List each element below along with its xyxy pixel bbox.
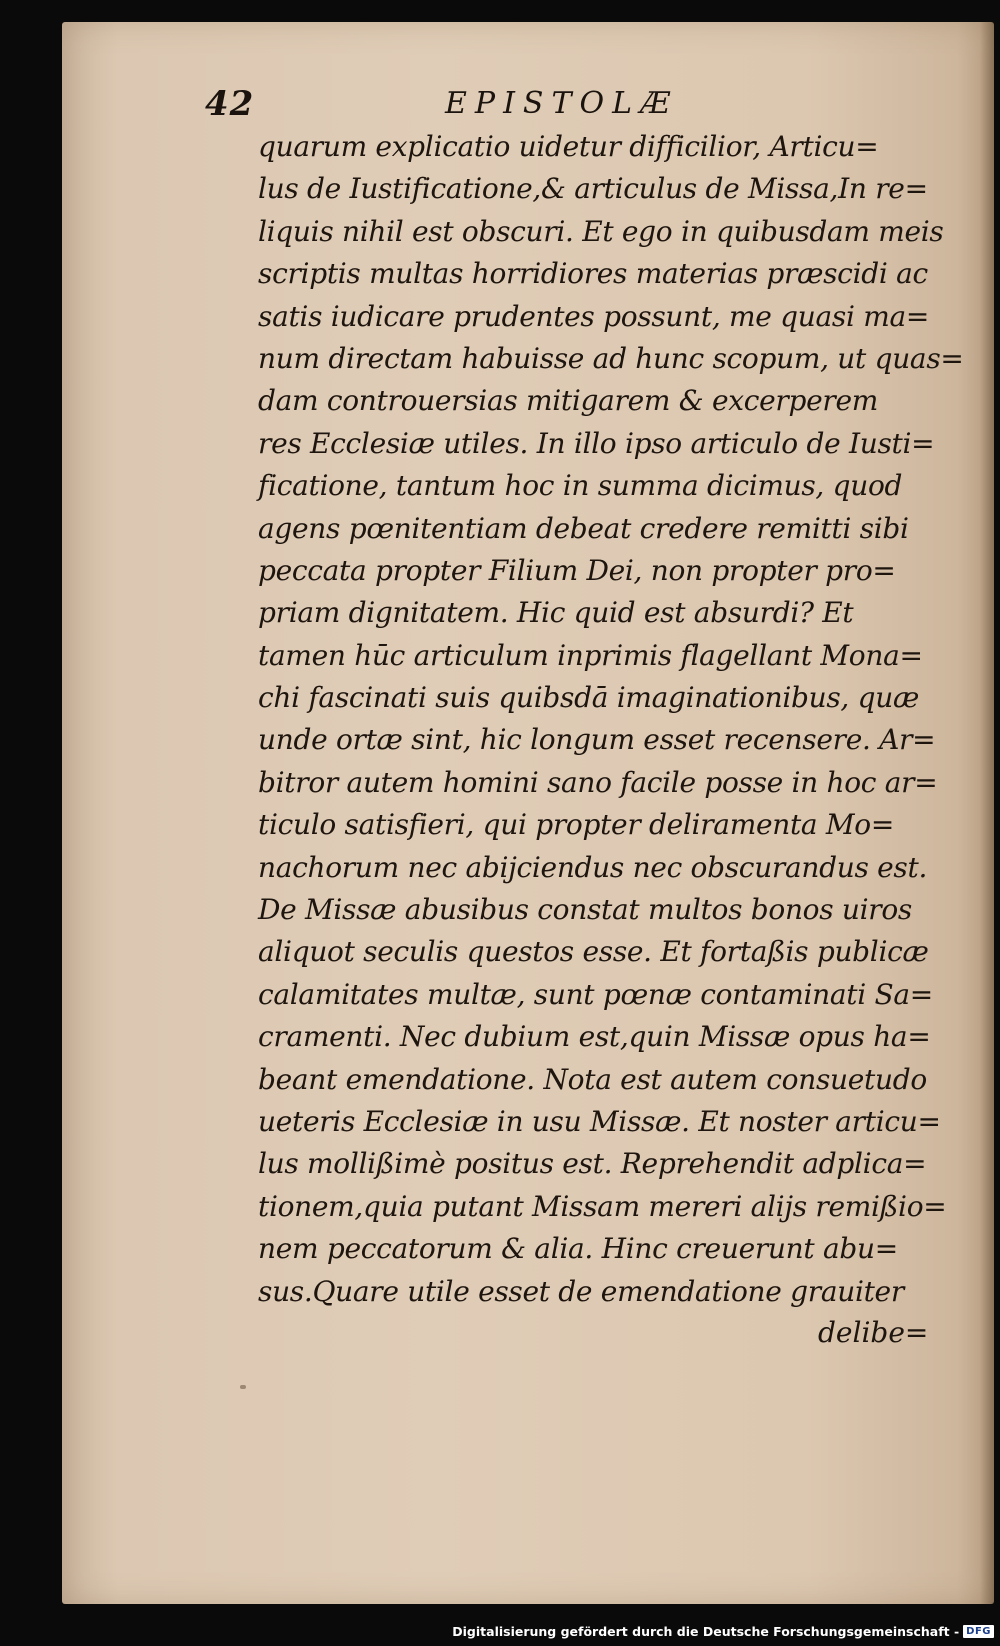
text-line: unde ortæ sint, hic longum esset recensere. Ar= — [258, 723, 936, 757]
text-line: priam dignitatem. Hic quid est absurdi? Et — [258, 596, 854, 630]
text-line: lus de Iustificatione,& articulus de Missa,In re= — [258, 172, 928, 206]
text-line: satis iudicare prudentes possunt, me quasi ma= — [258, 299, 930, 333]
text-line: nem peccatorum & alia. Hinc creuerunt abu= — [258, 1232, 898, 1266]
running-head: EPISTOLÆ — [445, 86, 679, 121]
digitization-credit — [452, 1620, 994, 1642]
ink-speck — [240, 1385, 246, 1389]
text-line: nachorum nec abijciendus nec obscurandus est. — [258, 850, 928, 884]
text-line: bitror autem homini sano facile posse in hoc ar= — [258, 765, 938, 799]
text-line: tionem,quia putant Missam mereri alijs remißio= — [258, 1189, 947, 1223]
text-line: liquis nihil est obscuri. Et ego in quibusdam meis — [258, 214, 944, 248]
text-line: ficatione, tantum hoc in summa dicimus, quod — [258, 469, 903, 503]
text-line: sus.Quare utile esset de emendatione grauiter — [258, 1274, 904, 1308]
page-header — [205, 84, 725, 124]
text-line: calamitates multæ, sunt pœnæ contaminati Sa= — [258, 977, 933, 1011]
text-line: chi fascinati suis quibsdā imaginationibus, quæ — [258, 681, 919, 715]
text-line: res Ecclesiæ utiles. In illo ipso articulo de Iusti= — [258, 426, 935, 460]
text-line: agens pœnitentiam debeat credere remitti sibi — [258, 511, 909, 545]
text-line: ueteris Ecclesiæ in usu Missæ. Et noster articu= — [258, 1104, 941, 1138]
page-number: 42 — [205, 84, 255, 124]
text-line: num directam habuisse ad hunc scopum, ut quas= — [258, 341, 964, 375]
text-line: ticulo satisfieri, qui propter deliramenta Mo= — [258, 808, 894, 842]
text-line: peccata propter Filium Dei, non propter pro= — [258, 553, 896, 587]
text-line: dam controuersias mitigarem & excerperem — [258, 384, 878, 418]
dfg-logo: DFG — [963, 1625, 994, 1638]
text-line: aliquot seculis questos esse. Et fortaßis publicæ — [258, 935, 929, 969]
text-line: cramenti. Nec dubium est,quin Missæ opus ha= — [258, 1020, 931, 1054]
text-line: tamen hūc articulum inprimis flagellant Mona= — [258, 638, 923, 672]
text-line: scriptis multas horridiores materias præscidi ac — [258, 257, 928, 291]
page-edge-shadow — [980, 22, 994, 1604]
text-line: beant emendatione. Nota est autem consuetudo — [258, 1062, 927, 1096]
text-line: lus mollißimè positus est. Reprehendit adplica= — [258, 1147, 927, 1181]
body-text — [258, 126, 964, 1313]
catchword: delibe= — [818, 1316, 929, 1349]
text-line: De Missæ abusibus constat multos bonos uiros — [258, 893, 913, 927]
credit-text: Digitalisierung gefördert durch die Deutsche Forschungsgemeinschaft - — [452, 1623, 960, 1639]
text-line: quarum explicatio uidetur difficilior, Articu= — [258, 130, 879, 163]
